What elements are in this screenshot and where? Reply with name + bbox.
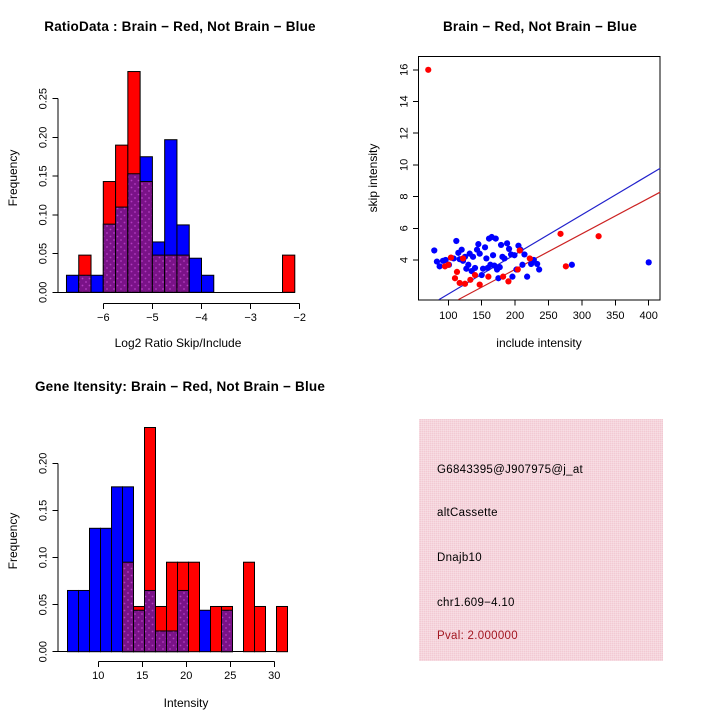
panel-gene-info — [360, 360, 720, 720]
svg-text:10: 10 — [92, 670, 105, 682]
svg-text:−5: −5 — [146, 312, 159, 324]
svg-text:30: 30 — [268, 670, 281, 682]
ratio-histogram-title: RatioData : Brain − Red, Not Brain − Blue — [44, 19, 316, 34]
svg-text:0.20: 0.20 — [37, 452, 50, 475]
svg-text:0.10: 0.10 — [37, 204, 50, 226]
svg-text:150: 150 — [472, 310, 491, 322]
svg-text:20: 20 — [180, 670, 193, 682]
ratio-histogram-xlabel: Log2 Ratio Skip/Include — [114, 336, 242, 350]
svg-text:100: 100 — [439, 310, 458, 322]
gene-histogram-xlabel: Intensity — [163, 696, 209, 710]
scatter-ylabel: skip intensity — [366, 143, 380, 213]
svg-text:0.15: 0.15 — [37, 165, 50, 187]
svg-text:0.00: 0.00 — [37, 281, 50, 304]
svg-text:0.05: 0.05 — [37, 242, 50, 265]
svg-text:16: 16 — [398, 63, 411, 76]
scatter-xlabel: include intensity — [496, 336, 582, 350]
scatter-plot — [360, 0, 720, 360]
svg-text:0.20: 0.20 — [37, 126, 50, 149]
svg-text:10: 10 — [398, 158, 411, 172]
svg-text:0.05: 0.05 — [37, 593, 50, 616]
svg-text:8: 8 — [398, 193, 411, 200]
ratio-histogram-plot — [0, 0, 360, 360]
probe-id-text: G6843395@J907975@j_at — [437, 464, 584, 476]
svg-text:0.00: 0.00 — [37, 640, 50, 663]
svg-text:−2: −2 — [293, 312, 306, 324]
svg-text:400: 400 — [639, 310, 658, 322]
pval-text: Pval: 2.000000 — [437, 630, 518, 642]
svg-text:6: 6 — [398, 225, 411, 232]
svg-text:300: 300 — [572, 310, 592, 322]
gene-histogram-title: Gene Itensity: Brain − Red, Not Brain − Blue — [34, 379, 326, 394]
panel-intensity-scatter — [360, 0, 720, 360]
chromosome-location-text: chr1.609−4.10 — [437, 597, 515, 609]
panel-gene-intensity-histogram — [0, 360, 360, 720]
svg-text:350: 350 — [606, 310, 625, 322]
svg-text:−6: −6 — [97, 312, 110, 324]
scatter-title: Brain − Red, Not Brain − Blue — [442, 19, 638, 34]
svg-text:4: 4 — [398, 256, 411, 264]
svg-text:−4: −4 — [195, 312, 208, 324]
svg-text:0.10: 0.10 — [37, 546, 50, 569]
svg-text:14: 14 — [398, 95, 411, 108]
svg-text:25: 25 — [224, 670, 237, 682]
gene-histogram-plot — [0, 360, 360, 720]
svg-text:0.25: 0.25 — [37, 87, 50, 110]
gene-name-text: Dnajb10 — [437, 552, 482, 564]
svg-text:15: 15 — [136, 670, 149, 682]
gene-info-box — [419, 419, 663, 661]
svg-text:250: 250 — [539, 310, 558, 322]
svg-text:0.15: 0.15 — [37, 499, 50, 522]
ratio-histogram-ylabel: Frequency — [6, 149, 20, 207]
panel-ratio-histogram — [0, 0, 360, 360]
gene-histogram-ylabel: Frequency — [6, 512, 20, 570]
svg-text:−3: −3 — [244, 312, 257, 324]
svg-text:200: 200 — [505, 310, 525, 322]
svg-text:12: 12 — [398, 127, 411, 140]
splice-type-text: altCassette — [437, 507, 498, 519]
